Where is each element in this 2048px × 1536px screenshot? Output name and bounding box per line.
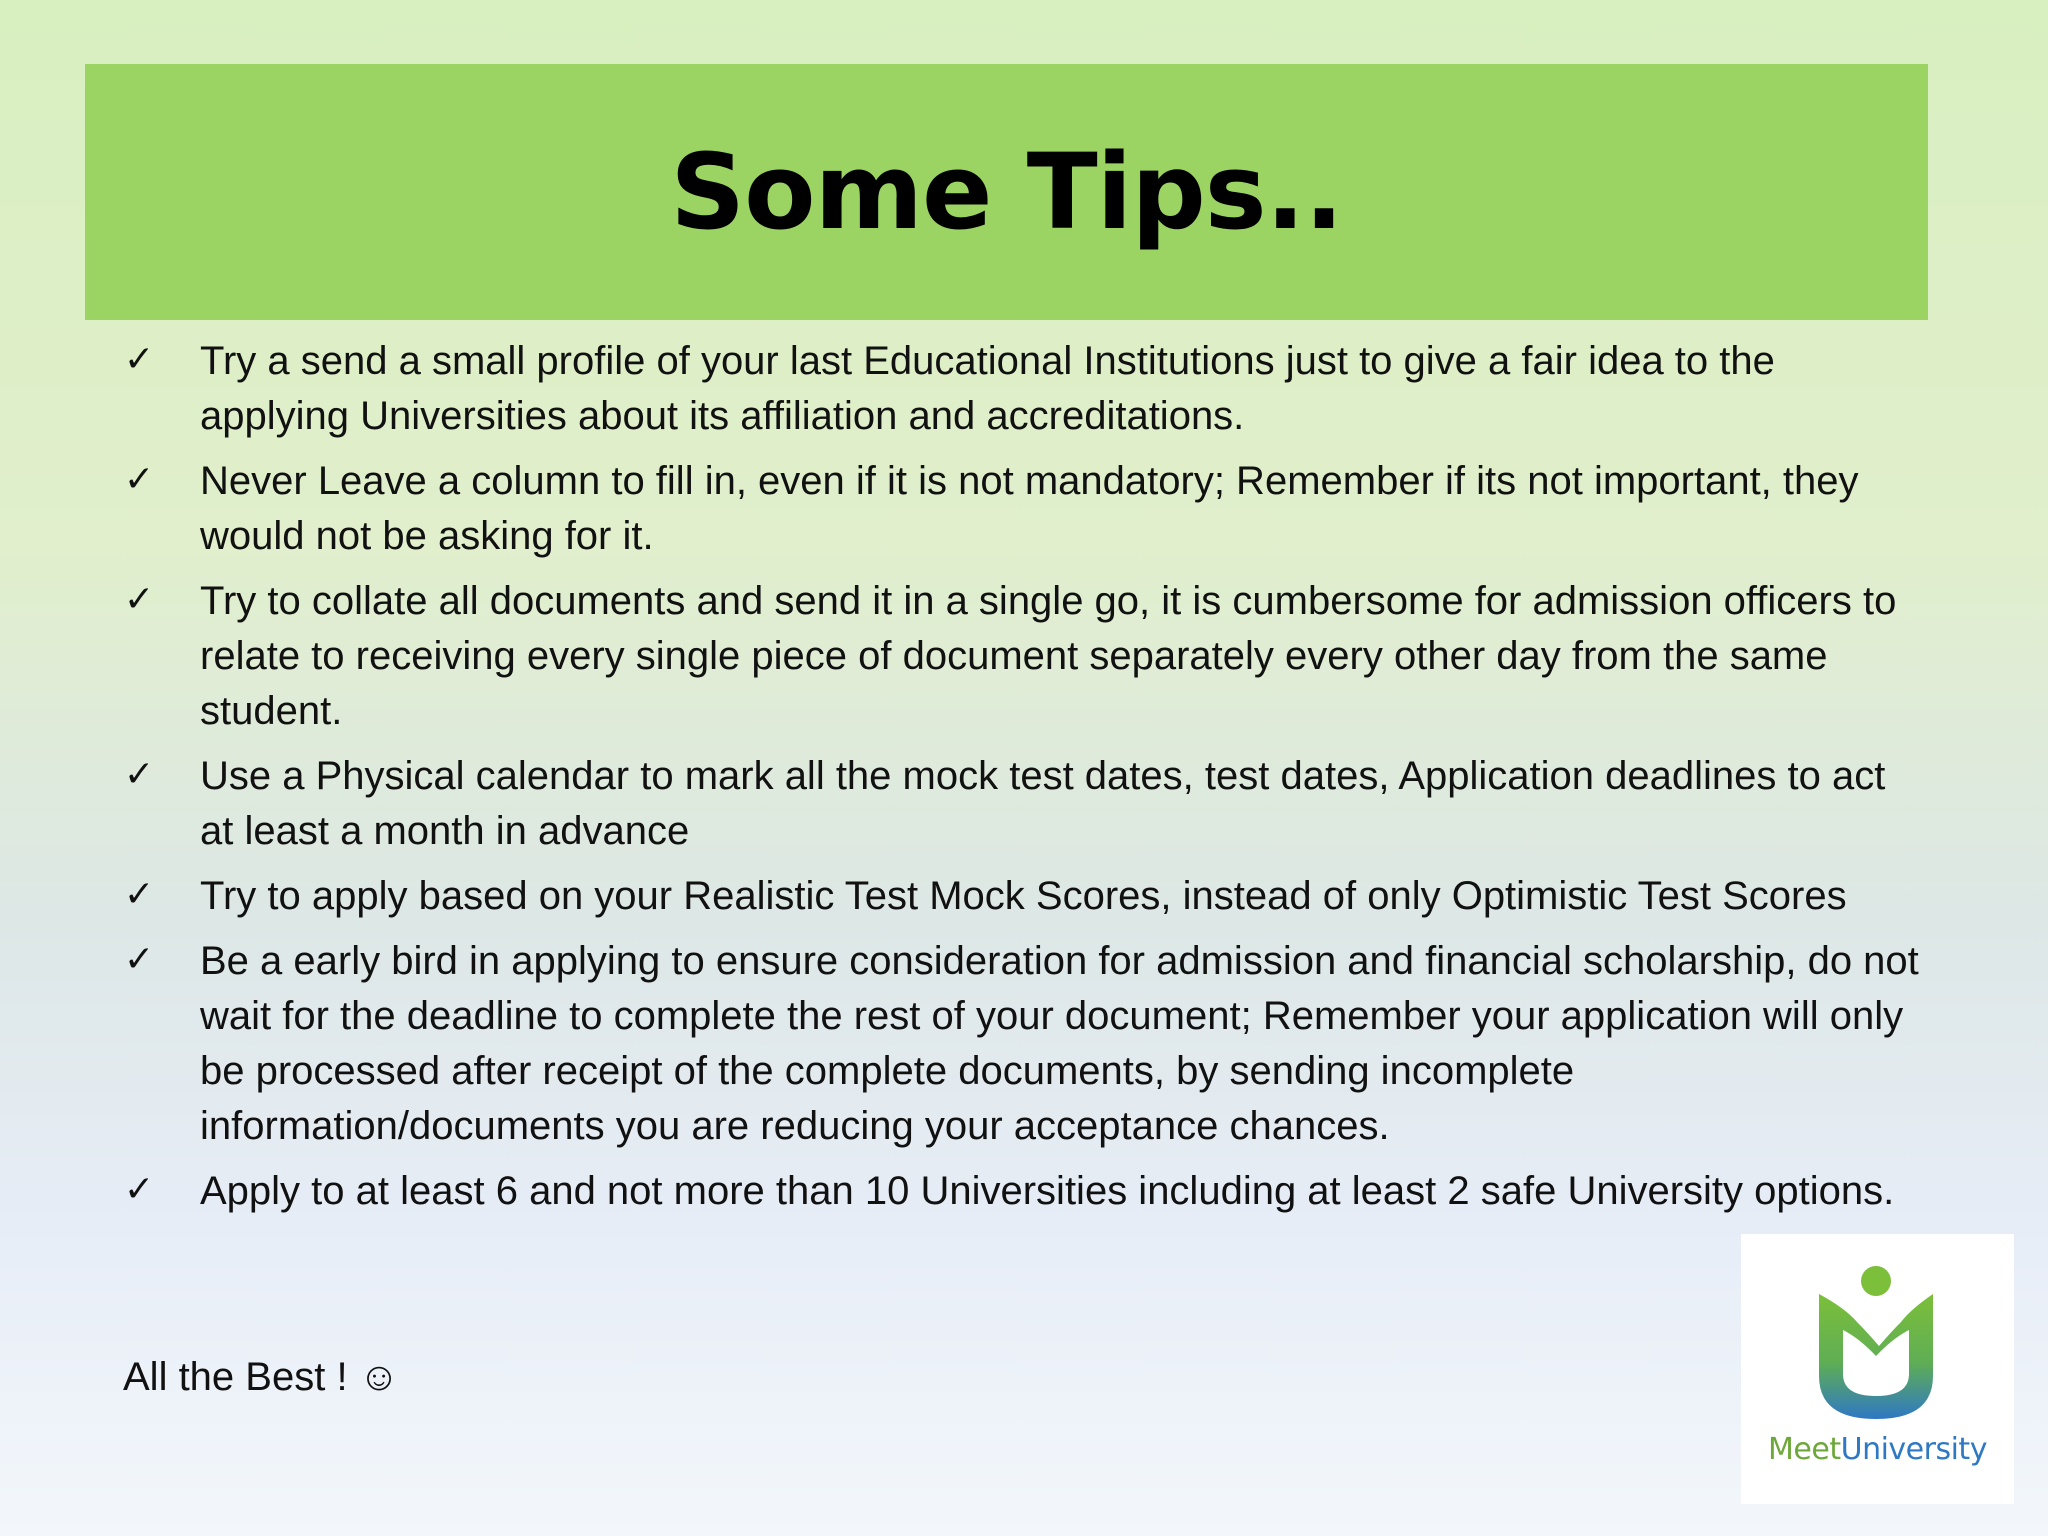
title-band [85,64,1928,320]
meetuniversity-logo [1741,1234,2014,1504]
checkmark-icon: ✓ [124,339,155,380]
logo-wordmark: MeetUniversity [1768,1432,1987,1467]
tip-item [120,1164,1920,1219]
checkmark-icon: ✓ [124,579,155,620]
tip-text: Try to collate all documents and send it in a single go, it is cumbersome for admission officers to relate to receiving every single piece of document separately every other day from the same student. [200,579,1897,733]
tip-item [120,334,1920,444]
tip-text: Try to apply based on your Realistic Test Mock Scores, instead of only Optimistic Test Scores [200,874,1847,918]
checkmark-icon: ✓ [124,754,155,795]
checkmark-icon: ✓ [124,939,155,980]
tip-item [120,749,1920,859]
tip-item [120,869,1920,924]
slide-title: Some Tips.. [670,131,1343,253]
tip-text: Try a send a small profile of your last Educational Institutions just to give a fair idea to the applying Universities about its affiliation and accreditations. [200,339,1775,438]
tip-text: Use a Physical calendar to mark all the mock test dates, test dates, Application deadlines to act at least a month in advance [200,754,1886,853]
tip-text: Be a early bird in applying to ensure consideration for admission and financial scholarship, do not wait for the deadline to complete the rest of your document; Remember your application will only be processed after receipt of the complete documents, by sending incomplete information/documents you are reducing your acceptance chances. [200,939,1919,1148]
closing-message: All the Best ! ☺ [123,1355,400,1399]
tip-item [120,574,1920,739]
tip-text: Never Leave a column to fill in, even if it is not mandatory; Remember if its not important, they would not be asking for it. [200,459,1859,558]
tips-list [120,334,1920,1229]
tip-text: Apply to at least 6 and not more than 10 Universities including at least 2 safe University options. [200,1169,1895,1213]
meetuniversity-logo-icon [1741,1234,2014,1434]
checkmark-icon: ✓ [124,459,155,500]
checkmark-icon: ✓ [124,1169,155,1210]
tip-item [120,934,1920,1154]
checkmark-icon: ✓ [124,874,155,915]
tip-item [120,454,1920,564]
